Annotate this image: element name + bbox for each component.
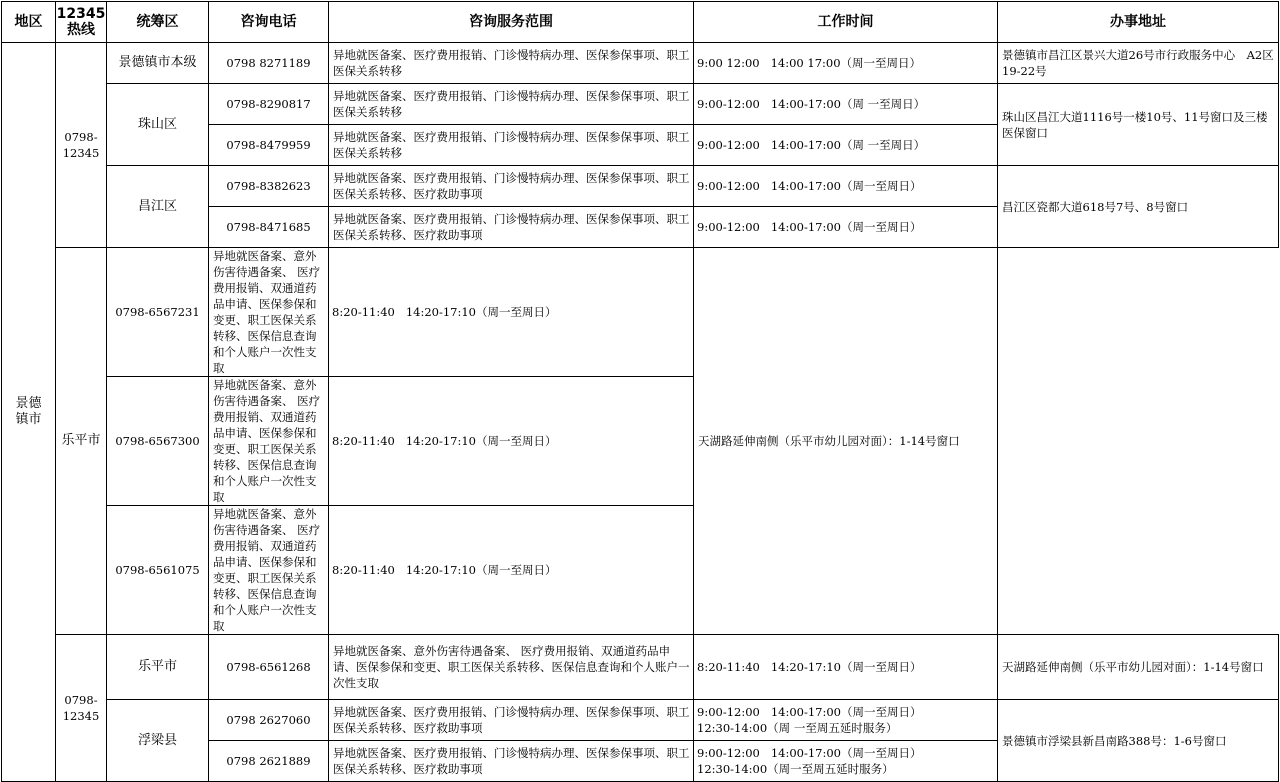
address-cell: 天湖路延伸南侧（乐平市幼儿园对面）：1-14号窗口 (998, 635, 1279, 700)
header-address: 办事地址 (998, 2, 1279, 43)
region-name: 景德镇市 (15, 396, 42, 427)
district-cell: 昌江区 (107, 166, 209, 248)
scope-cell: 异地就医备案、医疗费用报销、门诊慢特病办理、医保参保事项、职工医保关系转移、医疗救助事项 (329, 700, 694, 741)
header-hours: 工作时间 (694, 2, 998, 43)
phone-cell: 0798-6567300 (107, 377, 209, 506)
phone-cell: 0798-8290817 (209, 84, 329, 125)
table-row (2, 635, 1279, 700)
phone-cell: 0798 8271189 (209, 43, 329, 84)
hotline-number: 0798-12345 (62, 693, 100, 723)
scope-cell: 异地就医备案、医疗费用报销、门诊慢特病办理、医保参保事项、职工医保关系转移 (329, 84, 694, 125)
header-row (2, 2, 1279, 43)
table-row (2, 506, 1279, 635)
district-cell: 景德镇市本级 (107, 43, 209, 84)
address-cell: 天湖路延伸南侧（乐平市幼儿园对面）：1-14号窗口 (694, 248, 998, 635)
scope-cell: 异地就医备案、医疗费用报销、门诊慢特病办理、医保参保事项、职工医保关系转移、医疗救助事项 (329, 207, 694, 248)
phone-cell: 0798-8479959 (209, 125, 329, 166)
district-cell: 乐平市 (56, 248, 107, 635)
hours-cell: 8:20-11:40 14:20-17:10（周一至周日） (329, 506, 694, 635)
address-cell: 昌江区瓷都大道618号7号、8号窗口 (998, 166, 1279, 248)
region-cell (2, 43, 56, 782)
hours-cell: 8:20-11:40 14:20-17:10（周一至周日） (329, 248, 694, 377)
table-row (2, 248, 1279, 377)
table-row (2, 700, 1279, 741)
scope-cell: 异地就医备案、医疗费用报销、门诊慢特病办理、医保参保事项、职工医保关系转移、医疗救助事项 (329, 741, 694, 782)
hotline-number: 0798-12345 (62, 130, 100, 160)
header-region: 地区 (2, 2, 56, 43)
hours-cell: 9:00-12:00 14:00-17:00（周一至周日） (694, 207, 998, 248)
hours-cell: 9:00-12:00 14:00-17:00（周 一至周日） (694, 125, 998, 166)
address-cell: 景德镇市昌江区景兴大道26号市行政服务中心 A2区19-22号 (998, 43, 1279, 84)
phone-cell: 0798-6561268 (209, 635, 329, 700)
scope-cell: 异地就医备案、医疗费用报销、门诊慢特病办理、医保参保事项、职工医保关系转移 (329, 125, 694, 166)
hours-cell: 9:00-12:00 14:00-17:00（周一至周日） 12:30-14:00（周一至周五延时服务） (694, 741, 998, 782)
district-cell: 乐平市 (107, 635, 209, 700)
table-row (2, 166, 1279, 207)
hours-cell: 9:00-12:00 14:00-17:00（周一至周日） 12:30-14:00（周 一至周五延时服务） (694, 700, 998, 741)
scope-cell: 异地就医备案、意外伤害待遇备案、 医疗费用报销、双通道药品申请、医保参保和变更、职工医保关系转移、医保信息查询和个人账户一次性支取 (209, 506, 329, 635)
hotline-cell (56, 43, 107, 248)
header-hotline: 12345 热线 (56, 2, 107, 43)
phone-cell: 0798 2621889 (209, 741, 329, 782)
phone-cell: 0798-6561075 (107, 506, 209, 635)
hours-cell: 9:00-12:00 14:00-17:00（周 一至周日） (694, 84, 998, 125)
scope-cell: 异地就医备案、意外伤害待遇备案、 医疗费用报销、双通道药品申请、医保参保和变更、职工医保关系转移、医保信息查询和个人账户一次性支取 (209, 248, 329, 377)
hours-cell: 8:20-11:40 14:20-17:10（周一至周日） (329, 377, 694, 506)
header-district: 统筹区 (107, 2, 209, 43)
phone-cell: 0798-8471685 (209, 207, 329, 248)
hours-cell: 9:00 12:00 14:00 17:00（周一至周日） (694, 43, 998, 84)
hours-cell: 9:00-12:00 14:00-17:00（周一至周日） (694, 166, 998, 207)
table-row (2, 377, 1279, 506)
header-phone: 咨询电话 (209, 2, 329, 43)
address-cell: 珠山区昌江大道1116号一楼10号、11号窗口及三楼医保窗口 (998, 84, 1279, 166)
table-row (2, 43, 1279, 84)
phone-cell: 0798-8382623 (209, 166, 329, 207)
header-scope: 咨询服务范围 (329, 2, 694, 43)
phone-cell: 0798 2627060 (209, 700, 329, 741)
address-cell: 景德镇市浮梁县新昌南路388号：1-6号窗口 (998, 700, 1279, 782)
phone-cell: 0798-6567231 (107, 248, 209, 377)
scope-cell: 异地就医备案、意外伤害待遇备案、 医疗费用报销、双通道药品申请、医保参保和变更、职工医保关系转移、医保信息查询和个人账户一次性支取 (329, 635, 694, 700)
table-row (2, 84, 1279, 125)
scope-cell: 异地就医备案、医疗费用报销、门诊慢特病办理、医保参保事项、职工医保关系转移、医疗救助事项 (329, 166, 694, 207)
scope-cell: 异地就医备案、意外伤害待遇备案、 医疗费用报销、双通道药品申请、医保参保和变更、职工医保关系转移、医保信息查询和个人账户一次性支取 (209, 377, 329, 506)
district-cell: 珠山区 (107, 84, 209, 166)
consultation-table (1, 1, 1279, 782)
hotline-cell (56, 635, 107, 782)
district-cell: 浮梁县 (107, 700, 209, 782)
hours-cell: 8:20-11:40 14:20-17:10（周一至周日） (694, 635, 998, 700)
scope-cell: 异地就医备案、医疗费用报销、门诊慢特病办理、医保参保事项、职工医保关系转移 (329, 43, 694, 84)
